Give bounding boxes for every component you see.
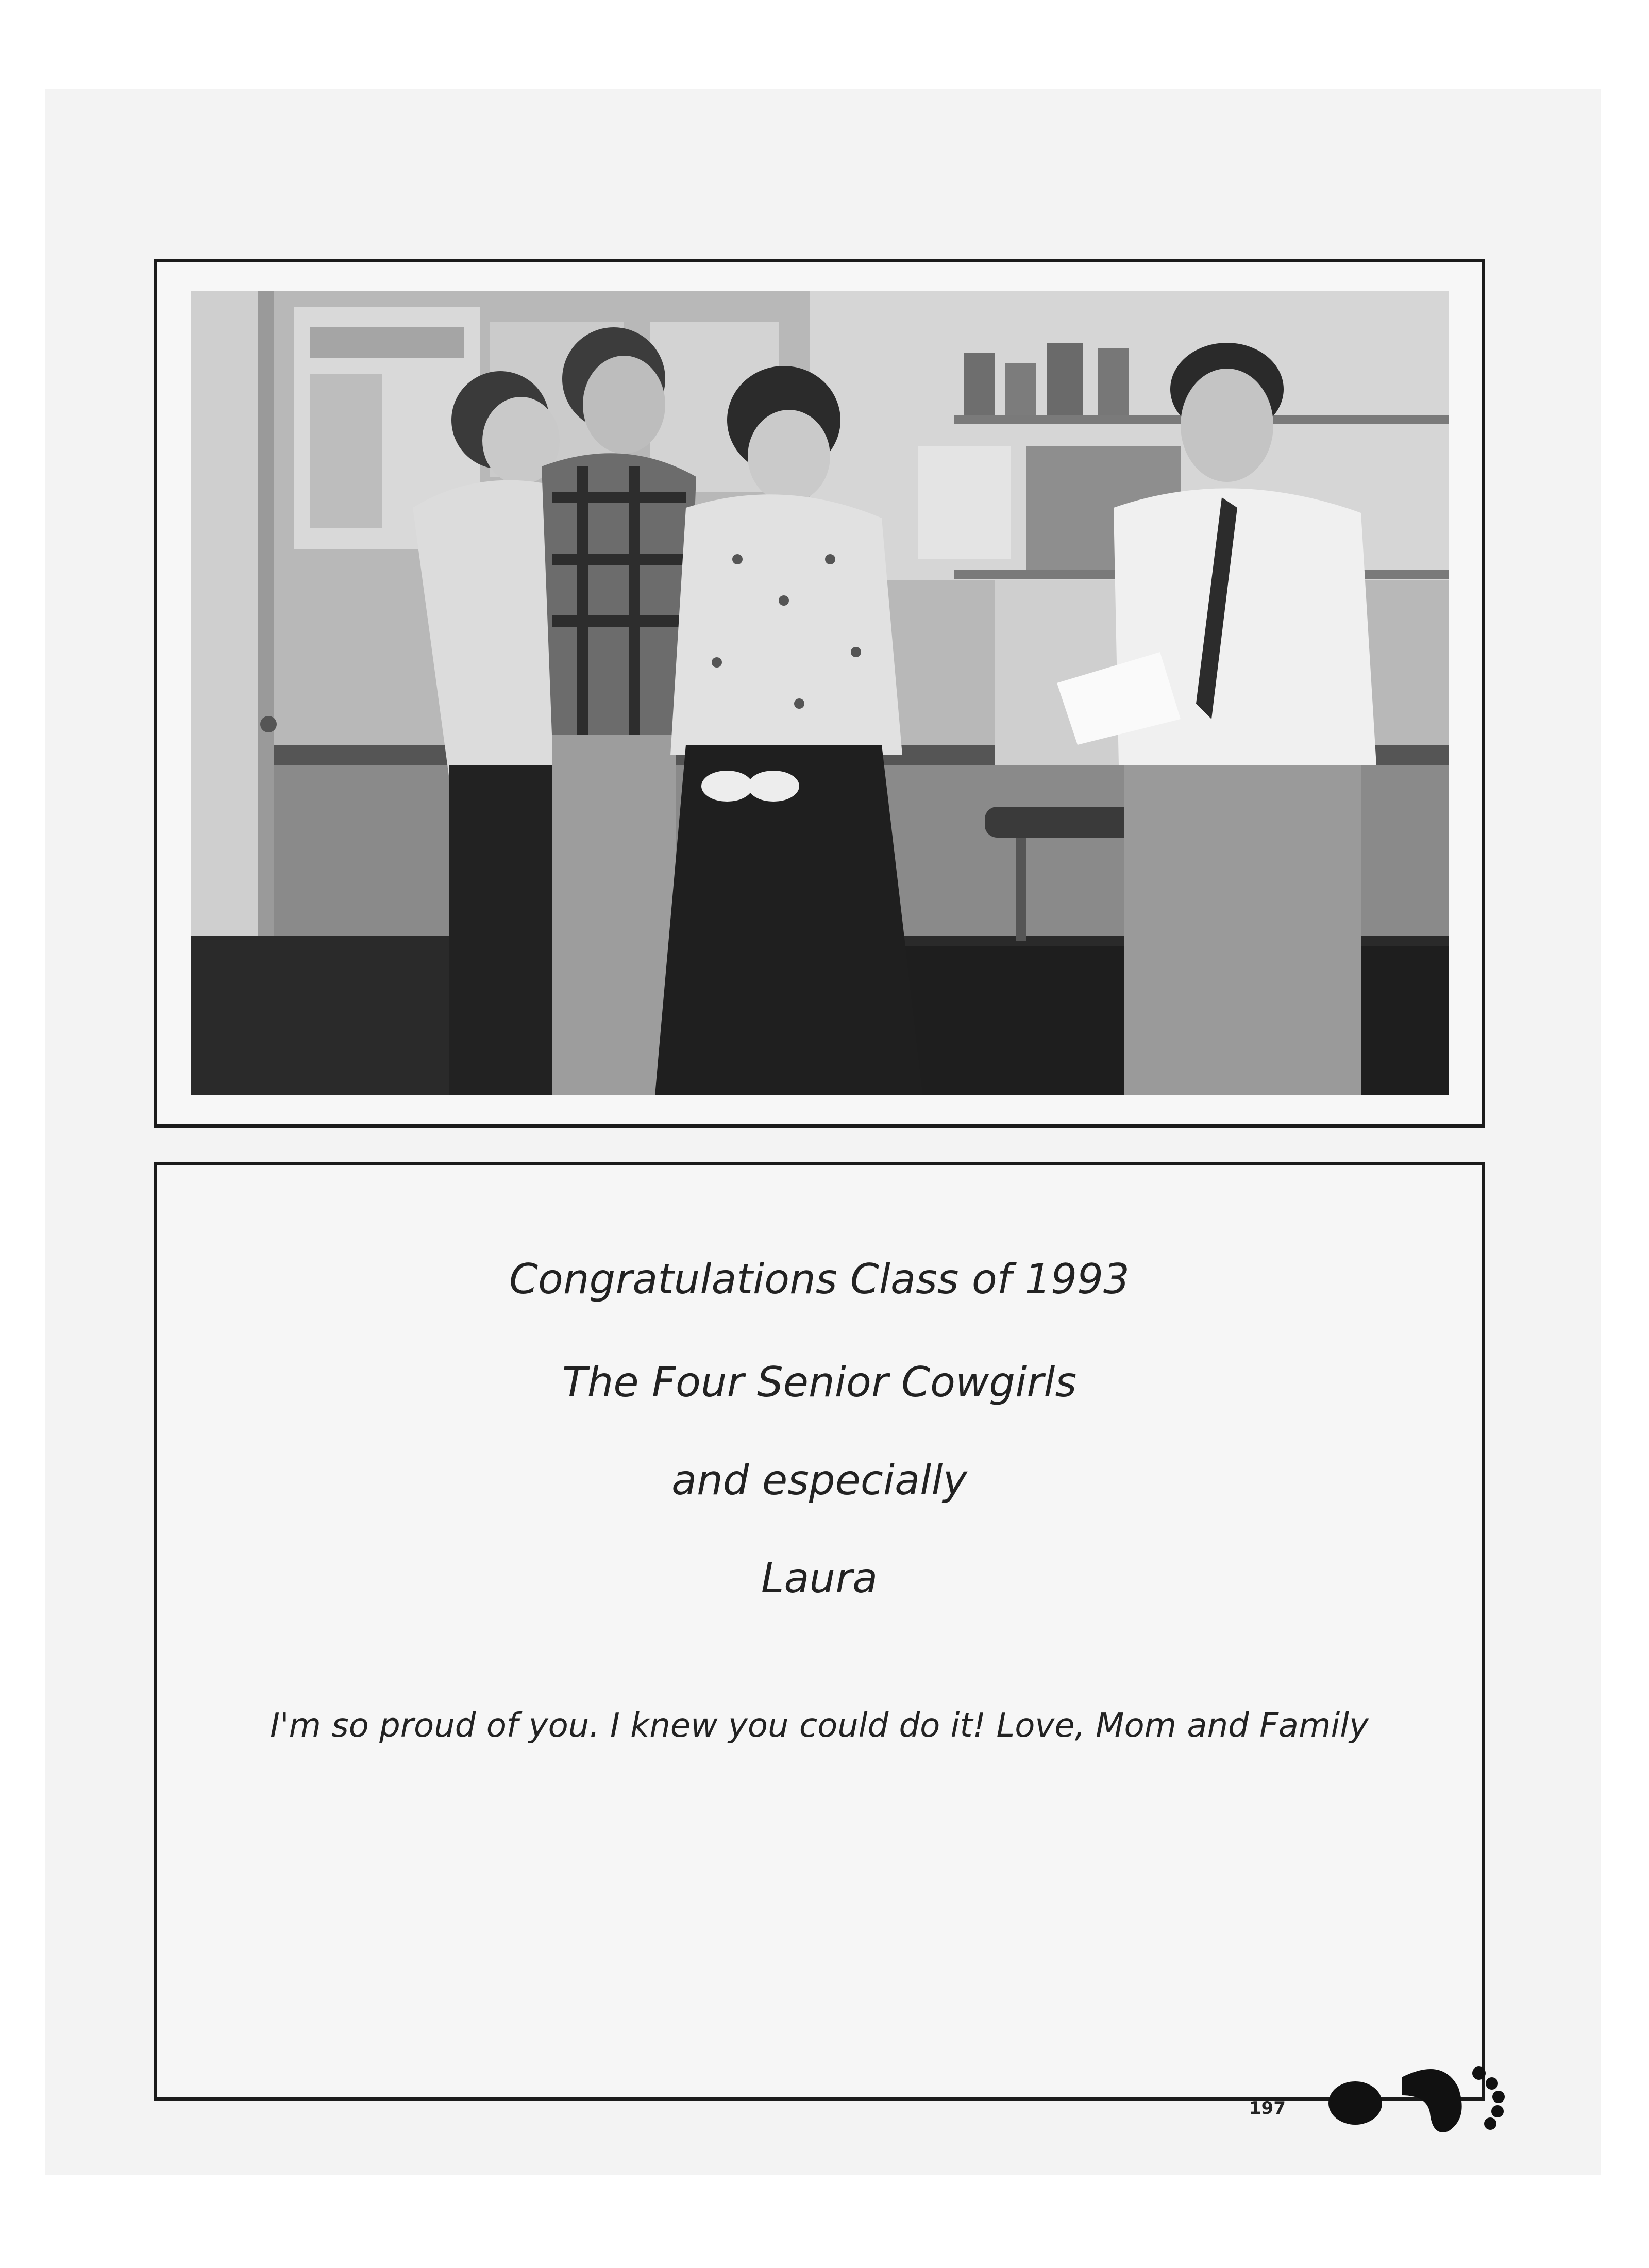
honoree-name: Laura (761, 1554, 878, 1602)
yearbook-page (45, 89, 1601, 2175)
cowgirls-line: The Four Senior Cowgirls (562, 1358, 1077, 1406)
footprints-icon (1324, 2041, 1515, 2139)
group-photo (191, 291, 1449, 1095)
page-number: 197 (1249, 2098, 1286, 2119)
congratulations-line: Congratulations Class of 1993 (509, 1255, 1130, 1303)
especially-line: and especially (671, 1456, 967, 1504)
message-box (154, 1162, 1485, 2101)
group-photo-illustration (191, 291, 1449, 1095)
family-message: I'm so proud of you. I knew you could do it! Love, Mom and Family (270, 1707, 1369, 1745)
photo-frame (154, 259, 1485, 1128)
